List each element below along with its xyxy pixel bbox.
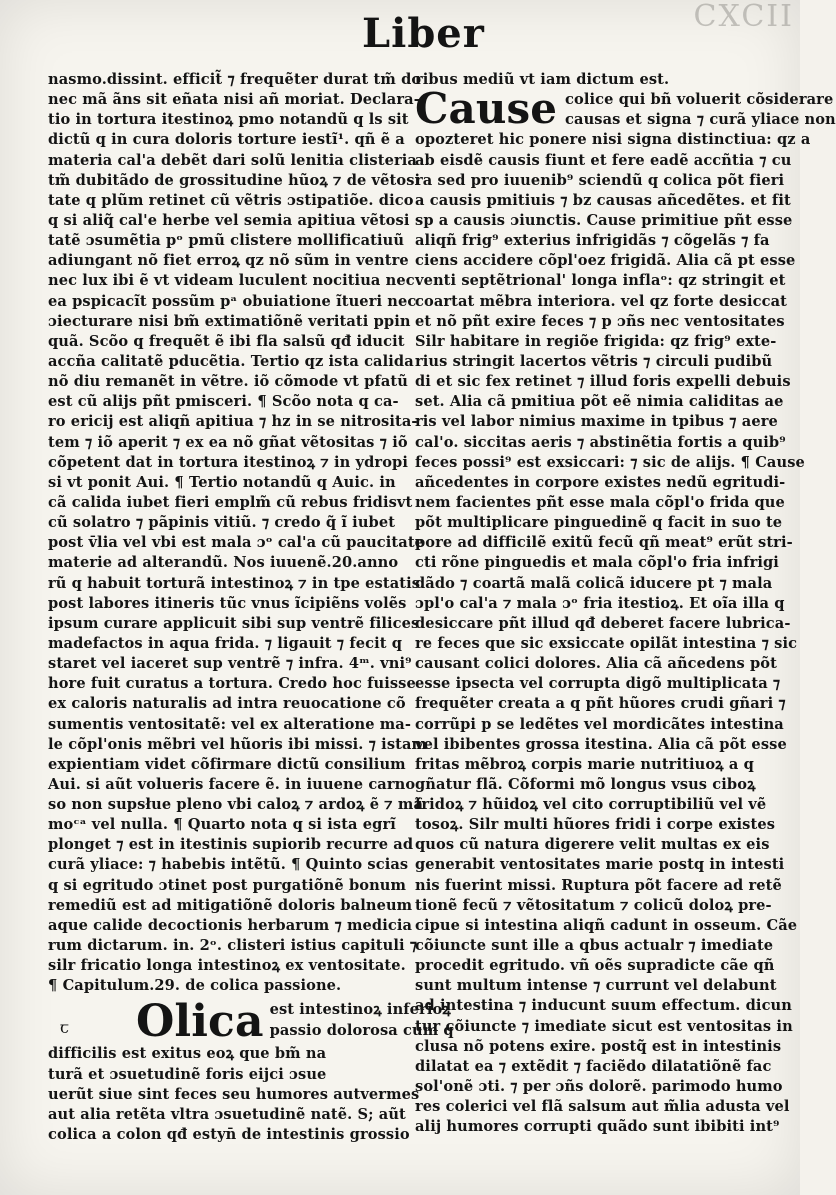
text-line: nasmo.dissint. efficit̃ ⁊ frequẽter durat tm̃ do — [48, 71, 422, 88]
text-line: causant colici dolores. Alia cã añcedens põt — [415, 655, 777, 673]
text-line: fritas mẽbroꝝ corpis marie nutritiuoꝝ a q — [415, 755, 754, 773]
text-line: ciens accidere cõpl'oez frigidã. Alia cã pt esse — [415, 252, 796, 270]
text-line: rũ q habuit torturã intestinoꝝ ⁊ in tpe estatis — [48, 574, 421, 592]
text-line: tosoꝝ. Silr multi hũores fridi i corpe existes — [415, 816, 776, 834]
initial-side-text — [565, 90, 836, 130]
text-line: tur cõiuncte ⁊ imediate sicut est ventositas in — [415, 1017, 793, 1035]
text-line: q si aliq̃ cal'e herbe vel semia apitiua vẽtosi — [48, 211, 410, 229]
chapter-opening — [48, 996, 454, 1048]
text-line: tionẽ fecũ ⁊ vẽtositatum ⁊ colicũ doloꝝ pre- — [415, 896, 772, 914]
chapter-heading: ¶ Capitulum.29. de colica passione. — [48, 977, 342, 995]
marginal-mark: ꞇ — [60, 1018, 69, 1037]
text-line: est cũ alijs pñt pmisceri. ¶ Scõo nota q ca- — [48, 393, 399, 411]
text-line: tate q plũm retinet cũ vẽtris ɔstipatiõe. dico — [48, 191, 414, 209]
text-line: cti rõne pinguedis et mala cõpl'o fria infrigi — [415, 554, 779, 572]
text-line: causas et signa ⁊ curã yliace non — [565, 111, 836, 129]
text-line: ribus mediũ vt iam dictum est. — [415, 71, 670, 88]
text-line: ab eisdẽ causis fiunt et fere eadẽ accñtia ⁊ cu — [415, 151, 792, 169]
text-line: turã et ɔsuetudinẽ foris eijci ɔsue — [48, 1065, 327, 1083]
text-line: tio in tortura itestinoꝝ pmo notandũ q ls sit — [48, 111, 409, 129]
text-line: madefactos in aqua frida. ⁊ ligauit ⁊ fecit q — [48, 634, 403, 652]
text-line: est intestinoꝝ inferioꝝ — [269, 1001, 451, 1019]
text-line: ris vel labor nimius maxime in tpibus ⁊ aere — [415, 413, 778, 431]
text-line: dilatat ea ⁊ extẽdit ⁊ faciẽdo dilatatiõnẽ fac — [415, 1057, 772, 1075]
text-line: cũ solatro ⁊ pãpinis vitiũ. ⁊ credo q̃ ĩ iubet — [48, 514, 396, 532]
text-line: coartat mẽbra interiora. vel qz forte desiccat — [415, 292, 787, 310]
text-line: põt multiplicare pinguedinẽ q facit in suo te — [415, 514, 783, 532]
decorated-initial: Cause — [415, 84, 558, 134]
text-line: vel ibibentes grossa itestina. Alia cã põt esse — [415, 735, 787, 753]
text-line: sol'onẽ ɔti. ⁊ per ɔñs dolorẽ. parimodo humo — [415, 1078, 783, 1096]
text-line: ro ericij est aliqñ apitiua ⁊ hz in se nitrosita- — [48, 413, 418, 431]
text-line: alij humores corrupti quãdo sunt ibibiti int⁹ — [415, 1118, 780, 1136]
text-line: re feces que sic exsiccate opilãt intestina ⁊ sic — [415, 634, 798, 652]
text-line: Aui. si aũt volueris facere ẽ. in iuuene carno — [48, 775, 416, 793]
text-line: plonget ⁊ est in itestinis supiorib recurre ad — [48, 836, 414, 854]
text-line: ra sed pro iuuenib⁹ sciendũ q colica põt fieri — [415, 171, 785, 189]
text-line: a causis pmitiuis ⁊ bz causas añcedẽtes. et fit — [415, 191, 791, 209]
text-line: ɔiecturare nisi bm̃ extimatiõnẽ veritati ppin — [48, 312, 411, 330]
text-line: aliqñ frig⁹ exterius infrigidãs ⁊ cõgelãs ⁊ fa — [415, 232, 770, 250]
text-line: remediũ est ad mitigatiõnẽ doloris balneum — [48, 896, 413, 914]
text-line: dãdo ⁊ coartã malã colicã iducere pt ⁊ mala — [415, 574, 773, 592]
text-line: Silr habitare in regiõe frigida: qz frig⁹ exte- — [415, 332, 777, 350]
text-line: nis fuerint missi. Ruptura põt facere ad retẽ — [415, 876, 782, 894]
decorated-initial: Olica — [136, 996, 264, 1048]
text-line: cõpetent dat in tortura itestinoꝝ ⁊ in ydropi — [48, 453, 408, 471]
text-line: corrũpi p se ledẽtes vel mordicãtes intestina — [415, 715, 784, 733]
text-line: passio dolorosa cum q — [269, 1021, 454, 1039]
text-line: tm̃ dubitãdo de grossitudine hũoꝝ ⁊ de vẽtosi — [48, 171, 421, 189]
text-line: difficilis est exitus eoꝝ que bm̃ na — [48, 1045, 327, 1063]
text-line: cõiuncte sunt ille a qbus actualr ⁊ imediate — [415, 937, 774, 955]
text-line: colice qui bñ voluerit cõsiderare — [565, 91, 834, 109]
text-line: aut alia retẽta vltra ɔsuetudinẽ natẽ. S; aũt — [48, 1105, 406, 1123]
text-line: curã yliace: ⁊ habebis intẽtũ. ¶ Quinto scias — [48, 856, 409, 874]
text-line: feces possi⁹ est exsiccari: ⁊ sic de alijs. ¶ Cause — [415, 453, 805, 471]
text-line: quã. Scõo q frequẽt ẽ ibi fla salsũ qđ iducit — [48, 332, 405, 350]
text-line: post v̄lia vel vbi est mala ɔᵒ cal'a cũ paucitate — [48, 534, 425, 552]
text-line: so non supsłue pleno vbi caloꝝ ⁊ ardoꝝ ẽ ⁊ mã — [48, 796, 424, 814]
text-line: tatẽ ɔsumẽtia pᵒ pmũ clistere mollificatiuũ — [48, 232, 405, 250]
text-line: q si egritudo ɔtinet post purgatiõnẽ bonum — [48, 876, 407, 894]
text-line: set. Alia cã pmitiua põt eẽ nimia caliditas ae — [415, 393, 784, 411]
text-line: cal'o. siccitas aeris ⁊ abstinẽtia fortis a quib⁹ — [415, 433, 786, 451]
text-line: di et sic fex retinet ⁊ illud foris expelli debuis — [415, 373, 791, 391]
text-line: procedit egritudo. vñ oẽs supradicte cãe qñ — [415, 957, 775, 975]
text-line: clusa nõ potens exire. postq̃ est in intestinis — [415, 1037, 782, 1055]
text-line: generabit ventositates marie postq in intesti — [415, 856, 785, 874]
text-line: venti septẽtrional' longa inflaᵒ: qz stringit et — [415, 272, 786, 290]
text-line: post labores itineris tũc vnus ĩcipiẽns volẽs — [48, 594, 407, 612]
text-line: nec mã ãns sit eñata nisi añ moriat. Declara- — [48, 91, 420, 109]
text-line: et nõ pñt exire feces ⁊ p ɔñs nec ventositates — [415, 312, 785, 330]
text-line: fridoꝝ ⁊ hũidoꝝ vel cito corruptibiliũ vel vẽ — [415, 796, 767, 814]
text-line: nem facientes pñt esse mala cõpl'o frida que — [415, 493, 785, 511]
text-line: sp a causis ɔiunctis. Cause primitiue pñt esse — [415, 211, 793, 229]
text-line: dictũ q in cura doloris torture iestĩ¹. qñ ẽ a — [48, 131, 405, 149]
text-line: ad intestina ⁊ inducunt suum effectum. dicun — [415, 997, 792, 1015]
text-line: añcedentes in corpore existes nedũ egritudi- — [415, 473, 786, 491]
text-line: hore fuit curatus a tortura. Credo hoc fuisse — [48, 675, 416, 693]
text-line: cã calida iubet fieri emplm̃ cũ rebus fridisvt — [48, 493, 413, 511]
section-opening — [415, 84, 836, 134]
text-line: res colerici vel flã salsum aut m̃lia adusta vel — [415, 1098, 790, 1116]
text-line: ex caloris naturalis ad intra reuocatione cõ — [48, 695, 406, 713]
text-line: accña calitatẽ pducẽtia. Tertio qz ista calida — [48, 352, 414, 370]
text-line: ɔpl'o cal'a ⁊ mala ɔᵒ fria itestioꝝ. Et oĩa illa q — [415, 594, 785, 612]
text-line: nec lux ibi ẽ vt videam luculent nocitiua nec — [48, 272, 415, 290]
text-line: desiccare pñt illud qđ deberet facere lubrica- — [415, 614, 791, 632]
text-line: colica a colon qđ estyn̄ de intestinis grossio — [48, 1126, 410, 1144]
text-line: ipsum curare applicuit sibi sup ventrẽ filices — [48, 614, 420, 632]
text-line: cipue si intestina aliqñ cadunt in osseum. Cãe — [415, 916, 798, 934]
text-line: adiungant nõ fiet erroꝝ qz nõ sũm in ventre — [48, 252, 409, 270]
text-line: esse ipsecta vel corrupta digõ multiplicata ⁊ — [415, 675, 781, 693]
text-line: le cõpl'onis mẽbri vel hũoris ibi missi. ⁊ istam — [48, 735, 428, 753]
text-line: sumentis ventositatẽ: vel ex alteratione ma- — [48, 715, 412, 733]
text-line: rum dictarum. in. 2ᵒ. clisteri istius capituli ⁊ — [48, 937, 418, 955]
text-line: materie ad alterandũ. Nos iuuenẽ.20.anno — [48, 554, 399, 572]
text-line: silr fricatio longa intestinoꝝ ex ventositate. — [48, 957, 406, 975]
text-line: tem ⁊ iõ aperit ⁊ ex ea nõ gñat vẽtositas ⁊ iõ — [48, 433, 408, 451]
running-head-title: Liber — [362, 10, 485, 57]
text-line: materia cal'a debẽt dari solũ lenitia clisteria — [48, 151, 417, 169]
folio-number: CXCII — [693, 0, 794, 34]
text-line: staret vel iaceret sup ventrẽ ⁊ infra. 4ᵐ. vni⁹ — [48, 655, 412, 673]
text-line: gñatur flã. Cõformi mõ longus vsus ciboꝝ — [415, 775, 756, 793]
text-line: frequẽter creata a q pñt hũores crudi gñari ⁊ — [415, 695, 786, 713]
text-line: moᶜᵃ vel nulla. ¶ Quarto nota q si ista egrĩ — [48, 816, 396, 834]
text-line: quos cũ natura digerere velit multas ex eis — [415, 836, 770, 854]
text-line: uerũt siue sint feces seu humores autvermes — [48, 1085, 420, 1103]
text-line: aque calide decoctionis herbarum ⁊ medicia — [48, 916, 413, 934]
right-column — [415, 70, 836, 1137]
text-line: nõ diu remanẽt in vẽtre. iõ cõmode vt pfatũ — [48, 373, 408, 391]
text-line: sunt multum intense ⁊ currunt vel delabunt — [415, 977, 777, 995]
text-line: expientiam videt cõfirmare dictũ consilium — [48, 755, 406, 773]
left-column — [48, 70, 454, 1145]
text-line: rius stringit lacertos vẽtris ⁊ circuli pudibũ — [415, 352, 773, 370]
text-line: si vt ponit Aui. ¶ Tertio notandũ q Auic. in — [48, 473, 396, 491]
text-line: opozteret hic ponere nisi signa distinctiua: qz a — [415, 131, 811, 149]
text-line: ea pspicacĩt possũm pᵃ obuiatione ĩtueri nec — [48, 292, 417, 310]
text-line: pore ad difficilẽ exitũ fecũ qñ meat⁹ erũt stri- — [415, 534, 793, 552]
